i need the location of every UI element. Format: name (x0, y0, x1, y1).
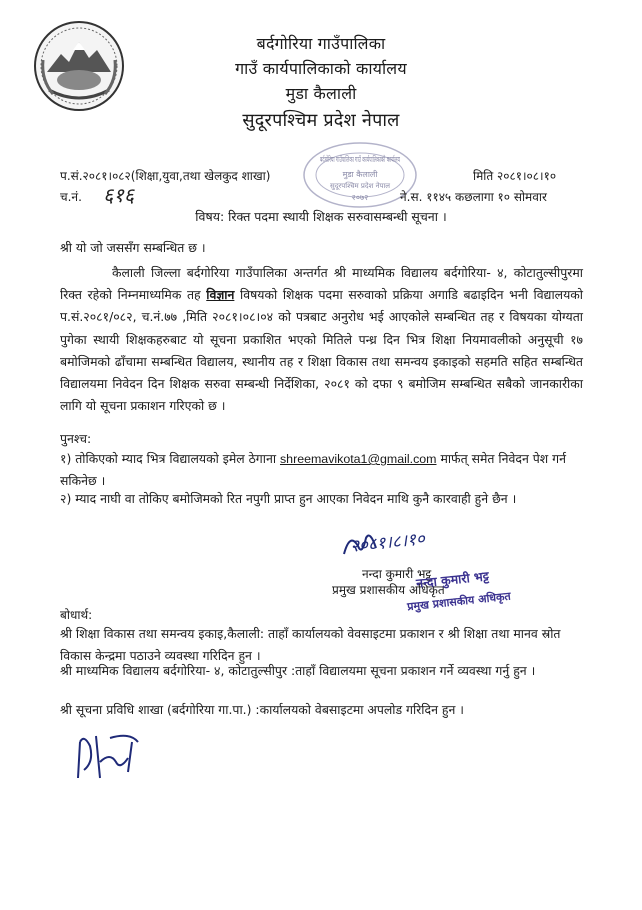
cc-heading: बोधार्थ: (60, 608, 93, 622)
subject-line: विषय: रिक्त पदमा स्थायी शिक्षक सरुवासम्बन्धी सूचना । (195, 209, 447, 224)
postscript-heading: पुनश्च: (60, 431, 92, 446)
dispatch-number: ६१६ (103, 183, 135, 207)
postscript-item-1-tail: मार्फत् समेत निवेदन पेश गर्न सकिनेछ । (60, 451, 567, 489)
postscript-item-2: २) म्याद नाघी वा तोकिए बमोजिमको रित नपुगी प्राप्त हुन आएका निवेदन माथि कुनै कारवाही हुने छैन । (60, 491, 517, 506)
dispatch-label: च.नं. (60, 190, 82, 204)
letter-date: मिति २०८१।०८।१० (473, 169, 557, 183)
signatory-title: प्रमुख प्रशासकीय अधिकृत (332, 583, 445, 597)
signature-scribble (340, 528, 380, 562)
nepal-sambat-date: ने.स. ११४५ कछलागा १० सोमवार (400, 190, 547, 204)
title-stamp: प्रमुख प्रशासकीय अधिकृत (406, 589, 512, 614)
stamp-year: २०७२ (351, 193, 369, 202)
subject-highlight: विज्ञान (206, 287, 235, 303)
signature-handwritten-date: २०८१।८।१० (349, 529, 426, 557)
cc-item-2: श्री माध्यमिक विद्यालय बर्दगोरिया- ४, कोटातुल्सीपुर :ताहाँ विद्यालयमा सूचना प्रकाशन गर्ने व्यवस्था गर्नु हुन । (60, 663, 536, 678)
notice-body (60, 262, 583, 417)
body-text-2: विषयको शिक्षक पदमा सरुवाको प्रक्रिया अगाडि बढाइदिन भनी विद्यालयको प.सं.२०८१/०८२, च.नं.७७ ,मिति २०८१।०८।०४ को पत्रबाट अनुरोध भई आएकोले सम्बन्धित तह र विषयका योग्यता पुगेका स्थायी शिक्षकहरुबाट यो सूचना प्रकाशित भएको मितिले पन्ध्र दिन भित्र शिक्षा नियमावलीको अनुसूची १७ बमोजिमको ढाँचामा सम्बन्धित विद्यालय, स्थानीय तह र शिक्षा विकास तथा समन्वय इकाइको सहमति सहित सम्बन्धित विद्यालयमा निवेदन दिन शिक्षक सरुवा सम्बन्धी निर्देशिका, २०८१ को दफा ९ बमोजिम सम्बन्धित सबैको जानकारीका लागि यो सूचना प्रकाशन गरिएको छ । (60, 287, 583, 414)
postscript-item-1 (60, 448, 583, 492)
stamp-center-text: मुडा कैलाली (342, 170, 378, 179)
cc-item-1: श्री शिक्षा विकास तथा समन्वय इकाइ,कैलाली: ताहाँ कार्यालयको वेवसाइटमा प्रकाशन र श्री शिक्षा तथा मानव स्रोत विकास केन्द्रमा पठाउने व्यवस्था गरिदिन हुन । (60, 626, 561, 663)
cc-item-3: श्री सूचना प्रविधि शाखा (बर्दगोरिया गा.पा.) :कार्यालयको वेबसाइटमा अपलोड गरिदिन हुन । (60, 702, 465, 717)
signatory-name: नन्दा कुमारी भट्ट (362, 567, 432, 581)
stamp-ring-text: बर्दगोरिया गाउँपालिका गाउँ कार्यपालिकाको कार्यालय (320, 155, 471, 164)
postscript-item-1-text: १) तोकिएको म्याद भित्र विद्यालयको इमेल ठेगाना (60, 451, 280, 466)
office-subtitle: गाउँ कार्यपालिकाको कार्यालय (235, 59, 407, 78)
salutation: श्री यो जो जससँग सम्बन्धित छ । (60, 240, 206, 255)
name-stamp: नन्दा कुमारी भट्ट (415, 568, 490, 591)
initials-signature (70, 728, 150, 788)
office-name: बर्दगोरिया गाउँपालिका (256, 34, 386, 53)
body-text-1: कैलाली जिल्ला बर्दगोरिया गाउँपालिका अन्तर्गत श्री माध्यमिक विद्यालय बर्दगोरिया- ४, कोटातुल्सीपुरमा रिक्त रहेको निम्नमाध्यमिक तह (60, 265, 583, 303)
office-province: सुदूरपश्चिम प्रदेश नेपाल (242, 110, 400, 131)
stamp-bottom-text: सुदूरपश्चिम प्रदेश नेपाल (329, 182, 391, 190)
school-email-link[interactable]: shreemavikota1@gmail.com (279, 452, 437, 466)
office-location: मुडा कैलाली (285, 84, 357, 103)
reference-number: प.सं.२०८१।०८२(शिक्षा,युवा,तथा खेलकुद शाखा) (60, 169, 271, 183)
